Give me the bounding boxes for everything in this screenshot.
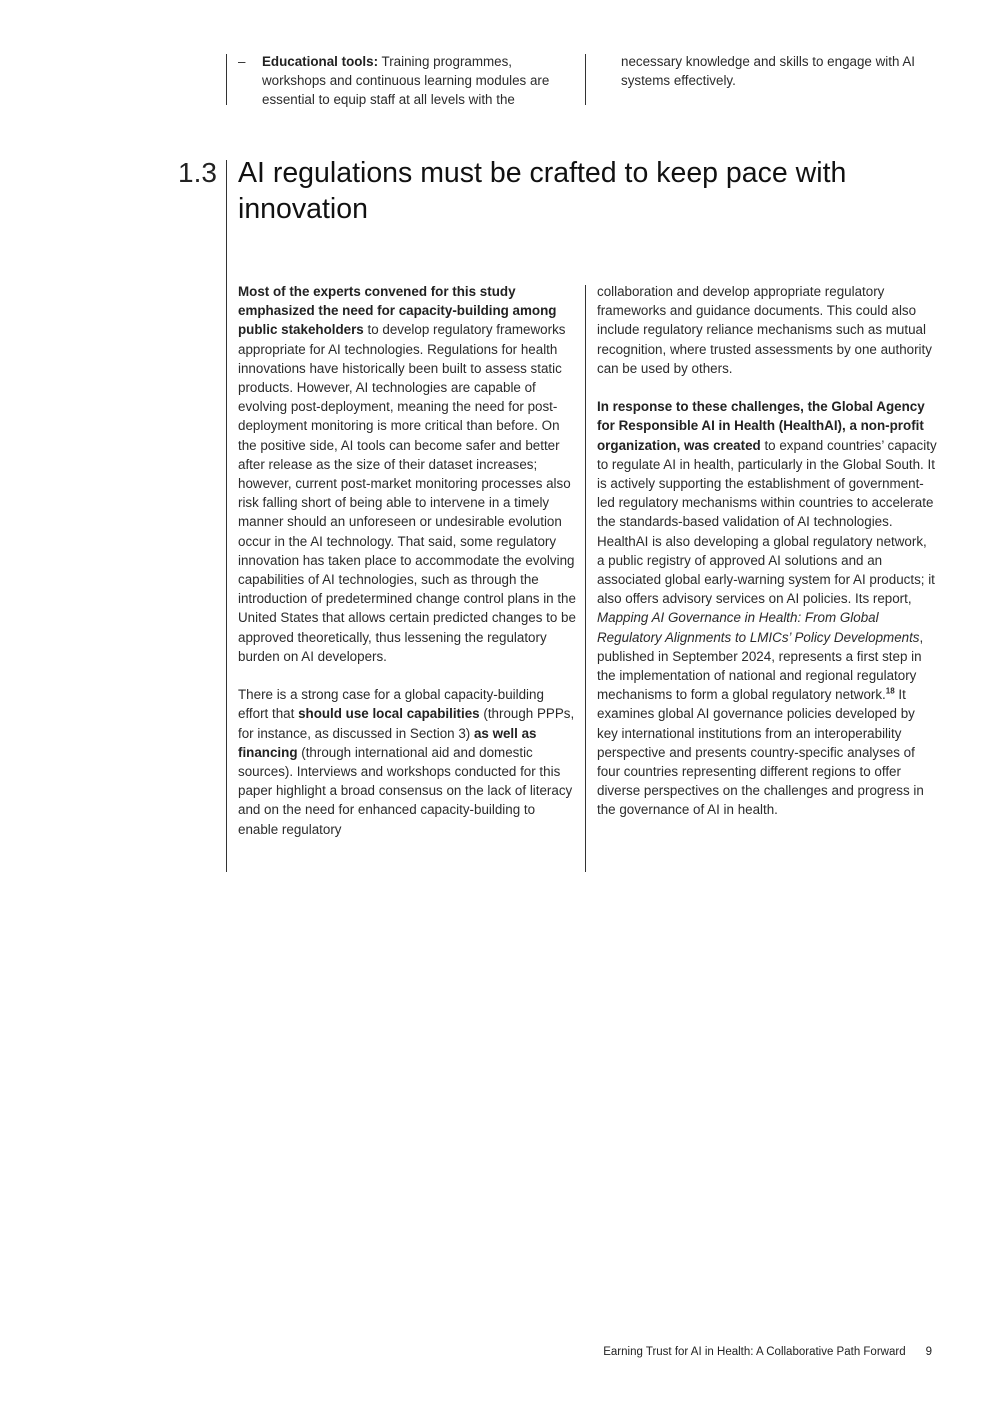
bullet-label: Educational tools: bbox=[262, 54, 379, 69]
footer-title-rest: A Collaborative Path Forward bbox=[753, 1346, 906, 1358]
right-p2-bold: In response to these challenges, the Global Agency for Responsible AI in Health (HealthAI), a non-profit organization, was created bbox=[597, 399, 925, 453]
right-p2-text2: , published in September 2024, represents a first step in the implementation of national and regional regulatory mechanisms to form a global regulatory network. bbox=[597, 629, 924, 703]
section-rule bbox=[226, 160, 227, 872]
left-p2-e: (through international aid and domestic sources). Interviews and workshops conducted for this paper highlight a broad consensus on the lack of literacy and on the need for enhanced capacity-building to enable regulatory bbox=[238, 744, 573, 837]
column-rule bbox=[585, 285, 586, 872]
left-p1-bold: Most of the experts convened for this study emphasized the need for capacity-building among public stakeholders bbox=[238, 284, 557, 338]
footnote-ref[interactable]: 18 bbox=[885, 686, 895, 696]
bullet-dash: – bbox=[238, 54, 246, 69]
left-column bbox=[238, 282, 576, 858]
bullet-body: Training programmes, workshops and continuous learning modules are essential to equip staff at all levels with the bbox=[262, 54, 550, 108]
top-left-rule bbox=[226, 54, 227, 105]
section-title: AI regulations must be crafted to keep pace with innovation bbox=[238, 157, 847, 225]
top-bullet bbox=[238, 52, 568, 110]
report-title: Mapping AI Governance in Health: From Global Regulatory Alignments to LMICs’ Policy Developments bbox=[597, 610, 920, 645]
left-p2-a: There is a strong case for a global capacity-building effort that bbox=[238, 687, 544, 722]
left-p2-bold-1: should use local capabilities bbox=[298, 706, 480, 722]
footer-title-bold: Earning Trust for AI in Health: bbox=[603, 1346, 754, 1358]
right-paragraph-1: collaboration and develop appropriate regulatory frameworks and guidance documents. This could also include regulatory reliance mechanisms such as mutual recognition, where trusted assessments by one authority can be used by others. bbox=[597, 284, 932, 376]
page-number: 9 bbox=[925, 1346, 932, 1358]
left-p2-c: (through PPPs, for instance, as discussed in Section 3) bbox=[238, 706, 575, 741]
section-number: 1.3 bbox=[178, 157, 217, 188]
right-column bbox=[597, 282, 937, 839]
bullet-text bbox=[262, 52, 568, 110]
top-middle-rule bbox=[585, 54, 586, 105]
right-paragraph-2 bbox=[597, 397, 937, 819]
top-right-text: necessary knowledge and skills to engage with AI systems effectively. bbox=[621, 54, 916, 89]
left-paragraph-1 bbox=[238, 282, 576, 666]
left-p1-text: to develop regulatory frameworks appropriate for AI technologies. Regulations for health innovations have historically been built to assess static products. However, AI technologies are capable of evolving post-deployment, meaning the need for post-deployment monitoring is more critical than before. On the positive side, AI tools can become safer and better after release as the size of their dataset increases; however, current post-market monitoring processes also risk falling short of being able to intervene in a timely manner should an unforeseen or undesirable evolution occur in the AI technology. That said, some regulatory innovation has taken place to accommodate the evolving capabilities of AI technologies, such as through the introduction of predetermined change control plans in the United States that allows certain predicted changes to be approved theoretically, thus lessening the regulatory burden on AI developers. bbox=[238, 322, 576, 664]
right-p2-text3: It examines global AI governance policies developed by key international institutions from an interoperability perspective and presents country-specific analyses of four countries representing different regions to offer diverse perspectives on the challenges and progress in the governance of AI in health. bbox=[597, 687, 924, 818]
page-footer bbox=[603, 1346, 932, 1358]
right-p2-text: to expand countries’ capacity to regulate AI in health, particularly in the Global South. It is actively supporting the establishment of government-led regulatory mechanisms within countries to accelerate the standards-based validation of AI technologies. HealthAI is also developing a global regulatory network, a public registry of approved AI solutions and an associated global early-warning system for AI products; it also offers advisory services on AI policies. Its report, bbox=[597, 437, 937, 607]
left-p2-bold-2: as well as financing bbox=[238, 725, 537, 760]
left-paragraph-2 bbox=[238, 685, 576, 839]
